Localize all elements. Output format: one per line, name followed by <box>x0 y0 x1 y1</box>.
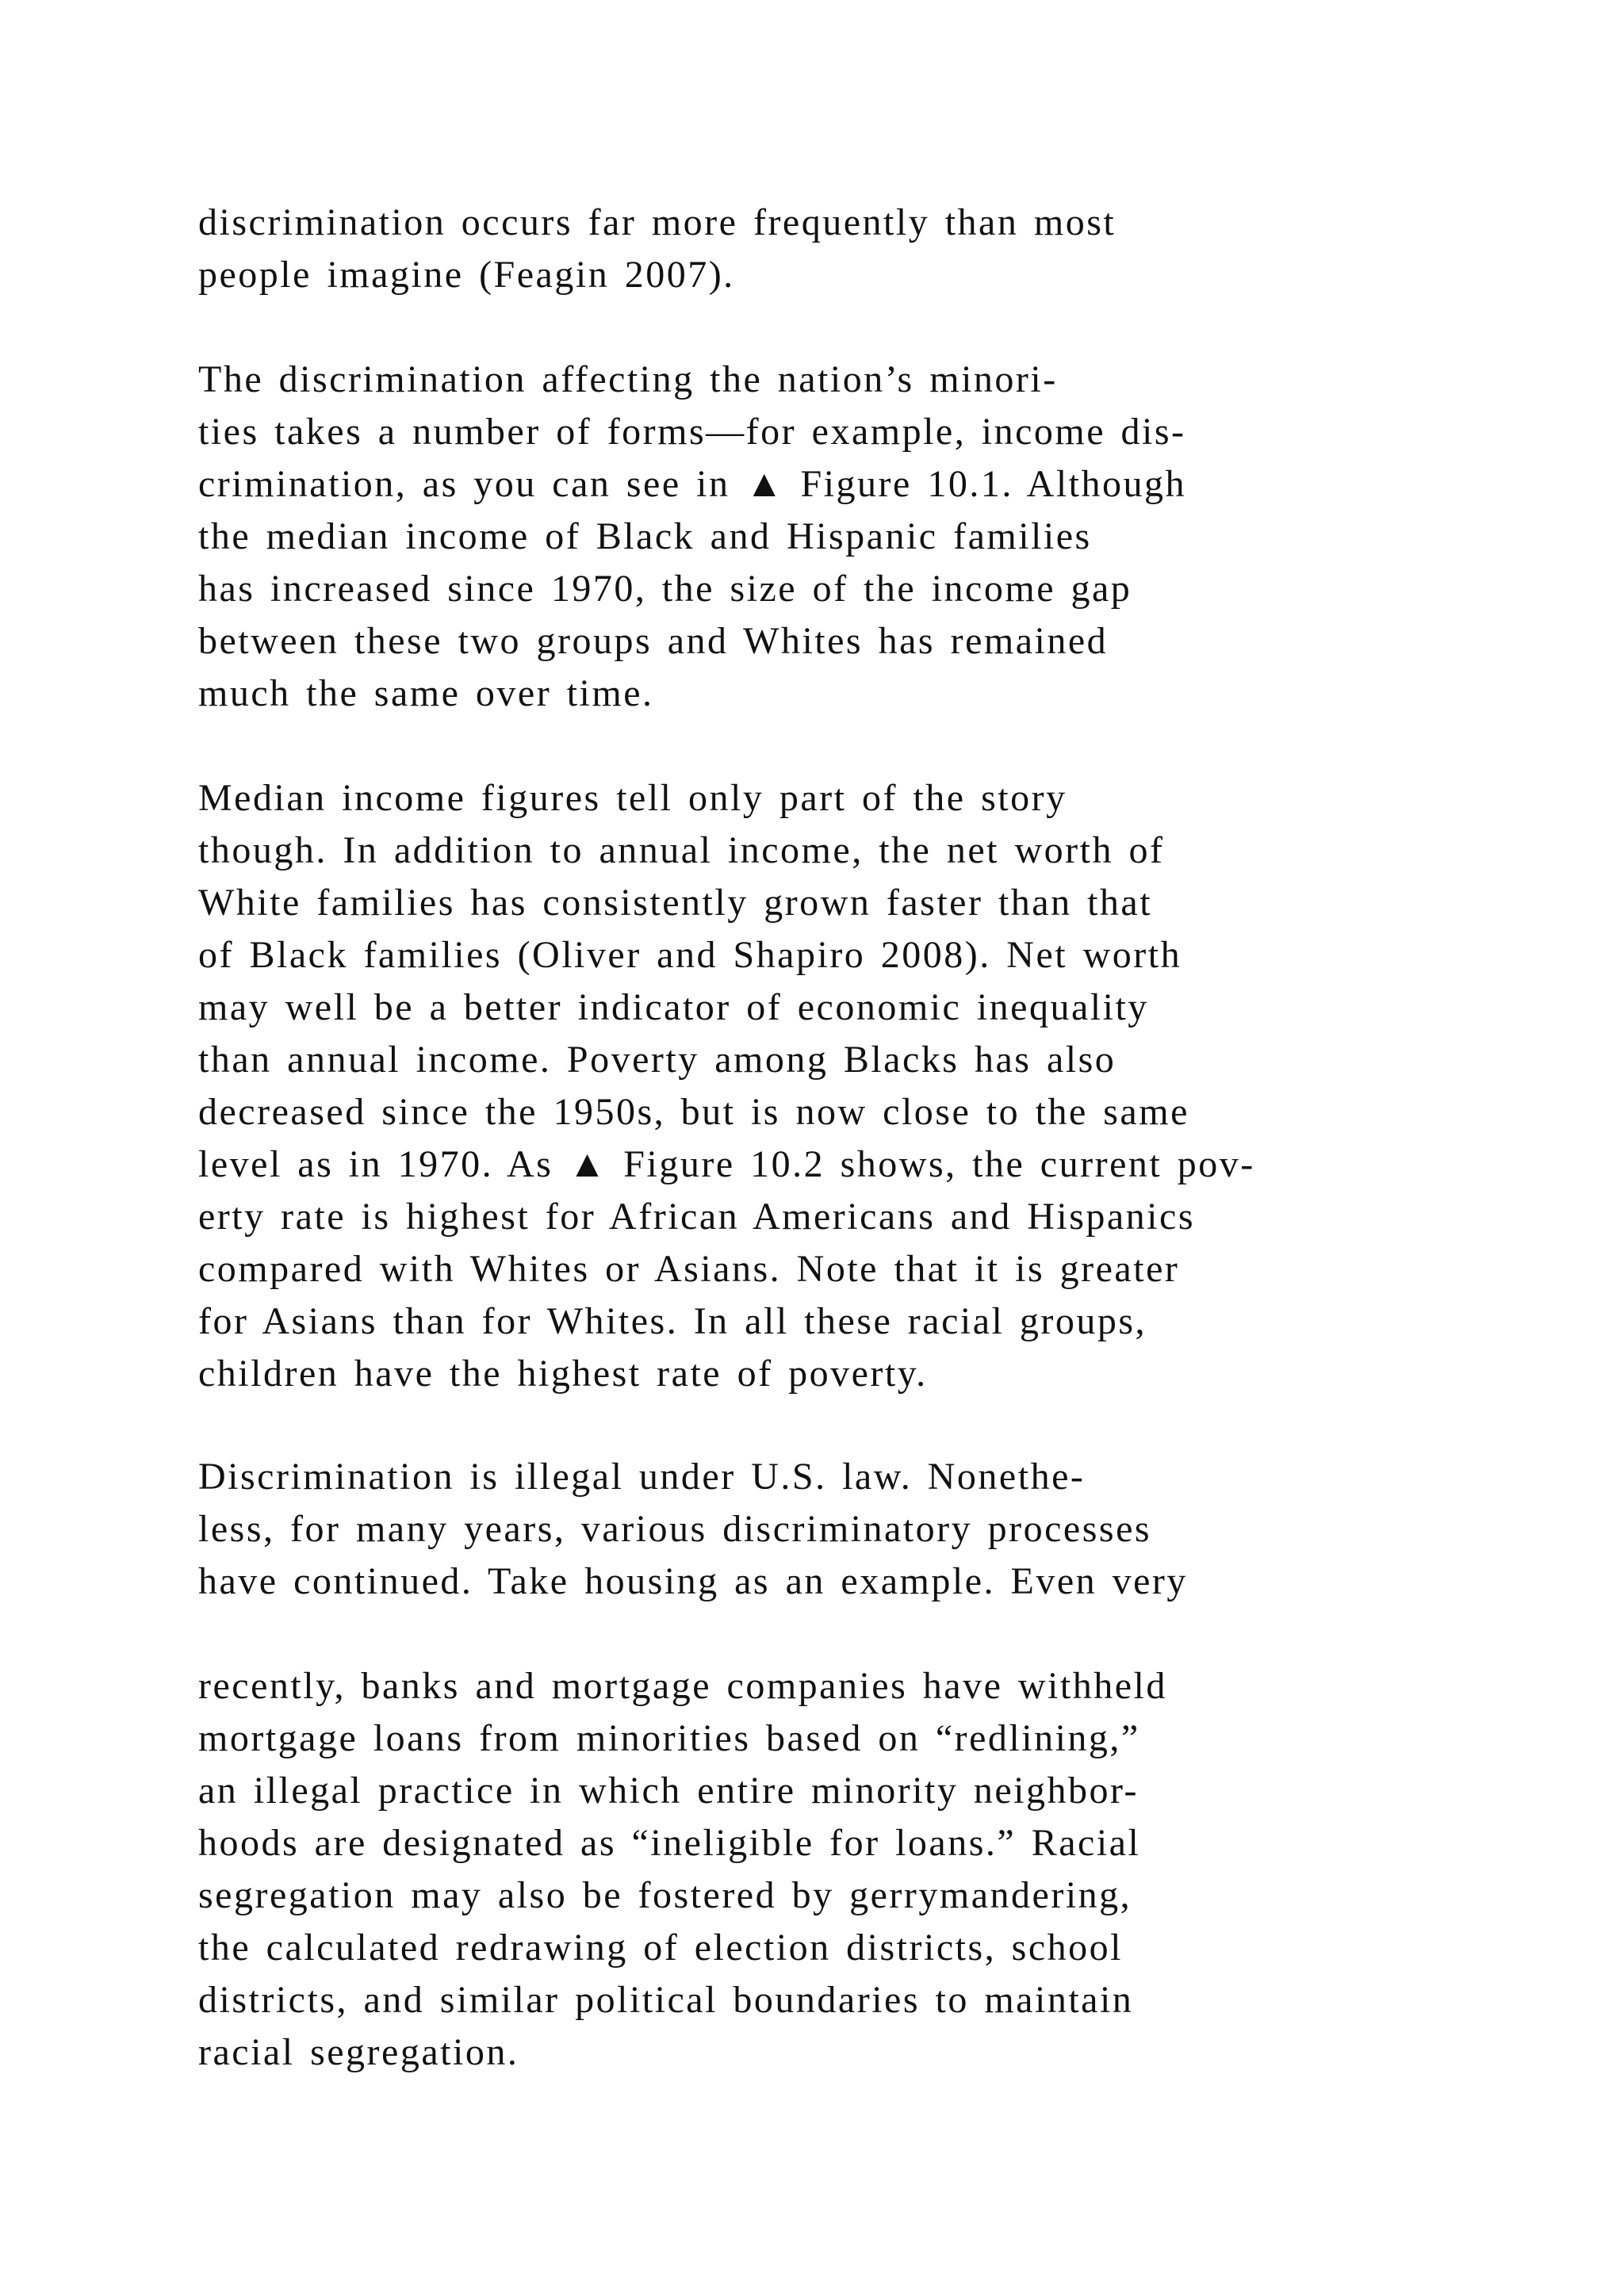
text-line: for Asians than for Whites. In all these racial groups, <box>198 1300 1147 1342</box>
text-line: decreased since the 1950s, but is now close to the same <box>198 1091 1189 1133</box>
paragraph-discrimination-frequency <box>198 197 1435 301</box>
text-line: less, for many years, various discriminatory processes <box>198 1508 1152 1550</box>
paragraph-income-discrimination <box>198 354 1435 720</box>
text-line: the calculated redrawing of election districts, school <box>198 1927 1123 1969</box>
text-line: an illegal practice in which entire minority neighbor- <box>198 1770 1139 1812</box>
text-line: Median income figures tell only part of the story <box>198 777 1067 819</box>
text-line: level as in 1970. As ▲ Figure 10.2 shows, the current pov- <box>198 1143 1255 1185</box>
paragraph-redlining-gerrymandering <box>198 1660 1435 2079</box>
text-line: the median income of Black and Hispanic families <box>198 515 1092 557</box>
text-line: erty rate is highest for African Americans and Hispanics <box>198 1196 1195 1238</box>
paragraph-discrimination-illegal <box>198 1451 1435 1608</box>
text-line: racial segregation. <box>198 2031 519 2073</box>
text-line: discrimination occurs far more frequently than most <box>198 201 1116 243</box>
text-line: much the same over time. <box>198 672 654 714</box>
paragraph-net-worth-poverty <box>198 772 1435 1400</box>
text-line: has increased since 1970, the size of the income gap <box>198 568 1132 610</box>
text-line: recently, banks and mortgage companies have withheld <box>198 1665 1167 1707</box>
text-line: than annual income. Poverty among Blacks has also <box>198 1039 1116 1081</box>
text-line: Discrimination is illegal under U.S. law. Nonethe- <box>198 1456 1086 1498</box>
text-line: The discrimination affecting the nation’s minori- <box>198 358 1058 400</box>
text-line: may well be a better indicator of economic inequality <box>198 986 1149 1028</box>
text-line: White families has consistently grown faster than that <box>198 882 1153 924</box>
text-line: districts, and similar political boundaries to maintain <box>198 1979 1134 2021</box>
text-line: hoods are designated as “ineligible for loans.” Racial <box>198 1822 1141 1864</box>
text-line: between these two groups and Whites has remained <box>198 620 1109 662</box>
text-line: crimination, as you can see in ▲ Figure 10.1. Although <box>198 463 1187 505</box>
text-line: though. In addition to annual income, the net worth of <box>198 829 1165 871</box>
text-line: have continued. Take housing as an example. Even very <box>198 1560 1188 1602</box>
text-line: of Black families (Oliver and Shapiro 2008). Net worth <box>198 934 1182 976</box>
text-line: mortgage loans from minorities based on “redlining,” <box>198 1717 1140 1759</box>
text-line: children have the highest rate of poverty. <box>198 1353 928 1395</box>
text-line: compared with Whites or Asians. Note that it is greater <box>198 1248 1180 1290</box>
text-line: ties takes a number of forms—for example, income dis- <box>198 411 1186 453</box>
text-line: segregation may also be fostered by gerrymandering, <box>198 1874 1132 1916</box>
text-line: people imagine (Feagin 2007). <box>198 254 735 296</box>
